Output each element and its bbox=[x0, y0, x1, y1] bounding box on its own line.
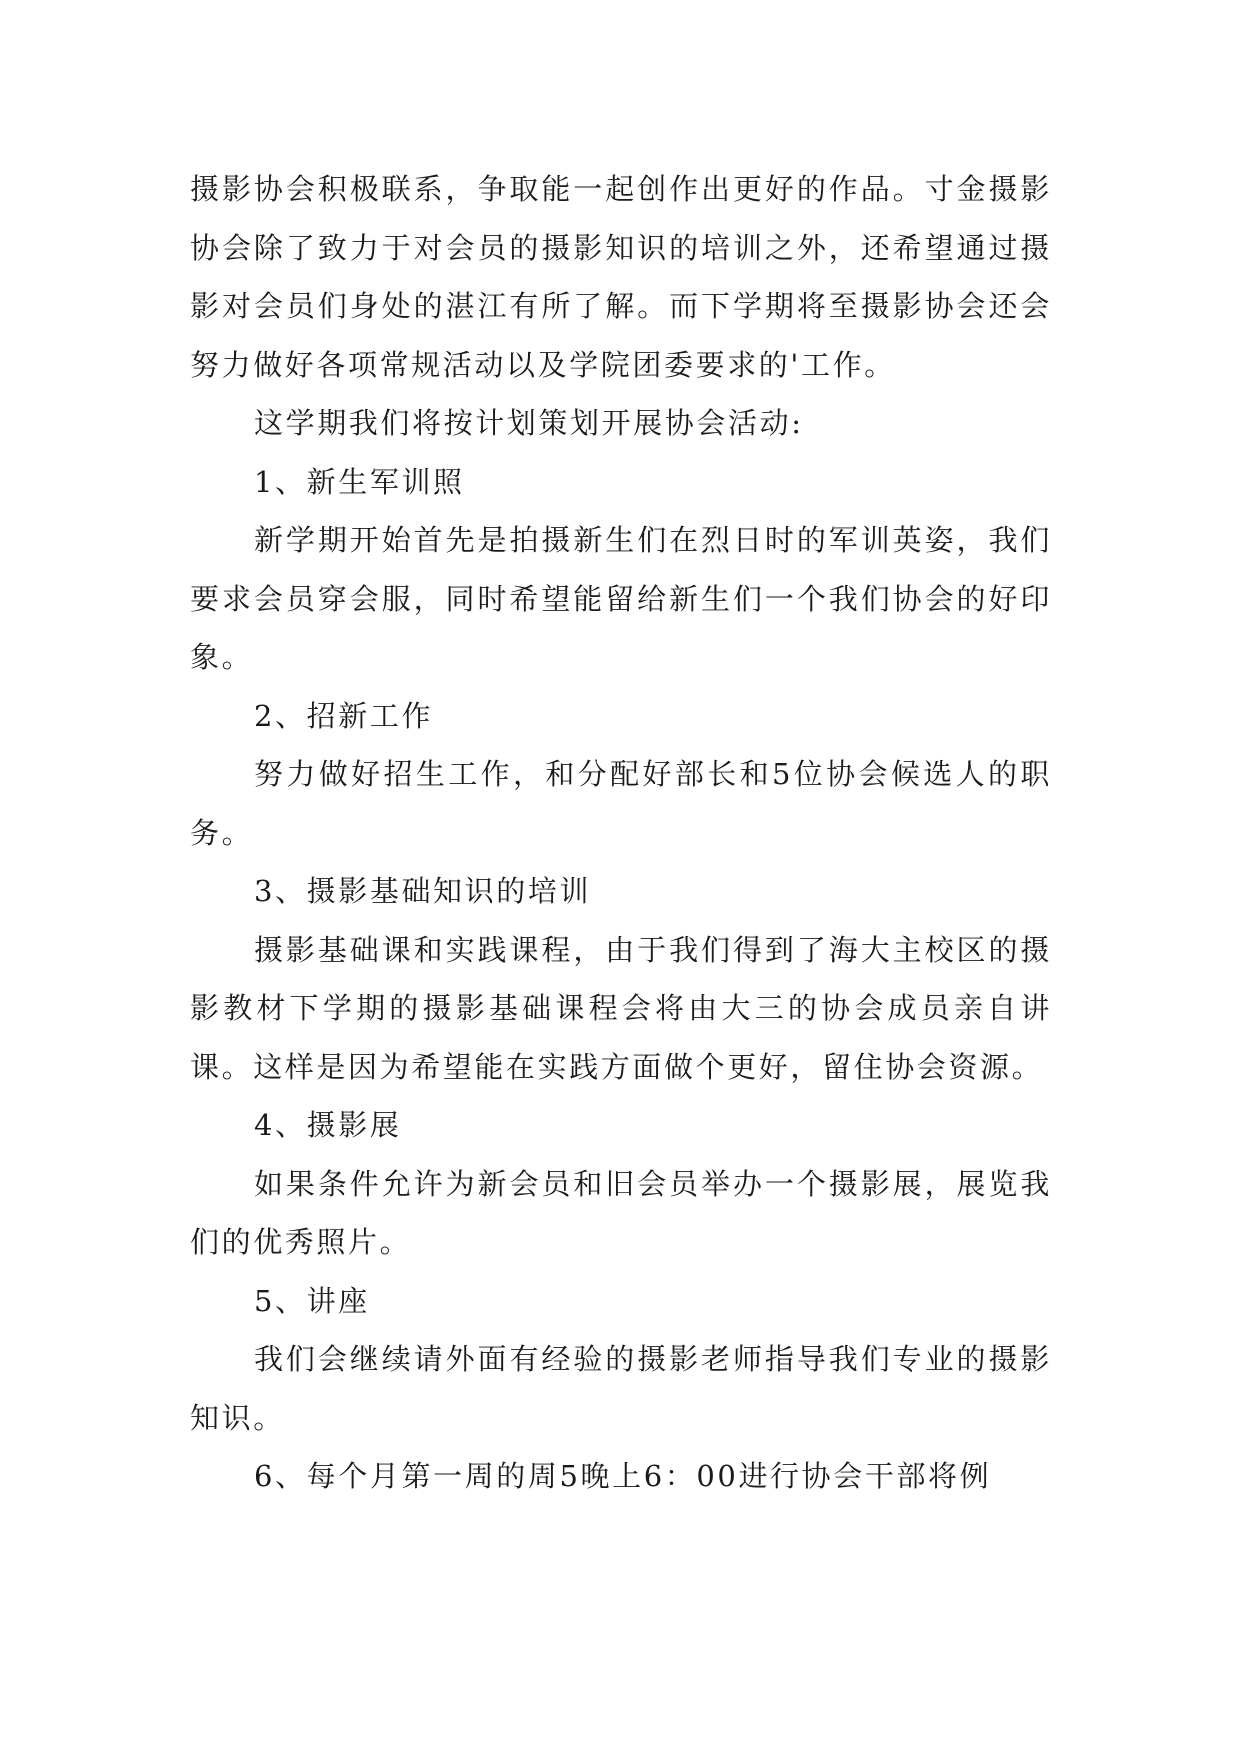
section-body-photography-training: 摄影基础课和实践课程，由于我们得到了海大主校区的摄影教材下学期的摄影基础课程会将由大三的协会成员亲自讲课。这样是因为希望能在实践方面做个更好，留住协会资源。 bbox=[190, 932, 1052, 1084]
section-heading-military-training-photos: 1、新生军训照 bbox=[254, 464, 465, 499]
section-heading-photography-training: 3、摄影基础知识的培训 bbox=[254, 874, 592, 908]
plan-intro-paragraph: 这学期我们将按计划策划开展协会活动: bbox=[254, 406, 804, 440]
section-heading-recruitment: 2、招新工作 bbox=[254, 698, 434, 733]
section-heading-lectures: 5、讲座 bbox=[254, 1283, 370, 1318]
section-body-military-training-photos: 新学期开始首先是拍摄新生们在烈日时的军训英姿，我们要求会员穿会服，同时希望能留给新生们一个我们协会的好印象。 bbox=[190, 523, 1052, 674]
intro-continuation-paragraph: 摄影协会积极联系，争取能一起创作出更好的作品。寸金摄影协会除了致力于对会员的摄影知识的培训之外，还希望通过摄影对会员们身处的湛江有所了解。而下学期将至摄影协会还会努力做好各项常规活动以及学院团委要求的'工作。 bbox=[190, 172, 1052, 382]
document-body bbox=[190, 160, 1052, 1506]
section-body-recruitment: 努力做好招生工作，和分配好部长和5位协会候选人的职务。 bbox=[190, 757, 1052, 850]
section-body-lectures: 我们会继续请外面有经验的摄影老师指导我们专业的摄影知识。 bbox=[190, 1342, 1052, 1435]
section-heading-photo-exhibition: 4、摄影展 bbox=[254, 1108, 402, 1142]
section-body-photo-exhibition: 如果条件允许为新会员和旧会员举办一个摄影展，展览我们的优秀照片。 bbox=[190, 1166, 1052, 1259]
section-heading-monthly-meeting: 6、每个月第一周的周5晚上6：00进行协会干部将例 bbox=[254, 1459, 992, 1493]
